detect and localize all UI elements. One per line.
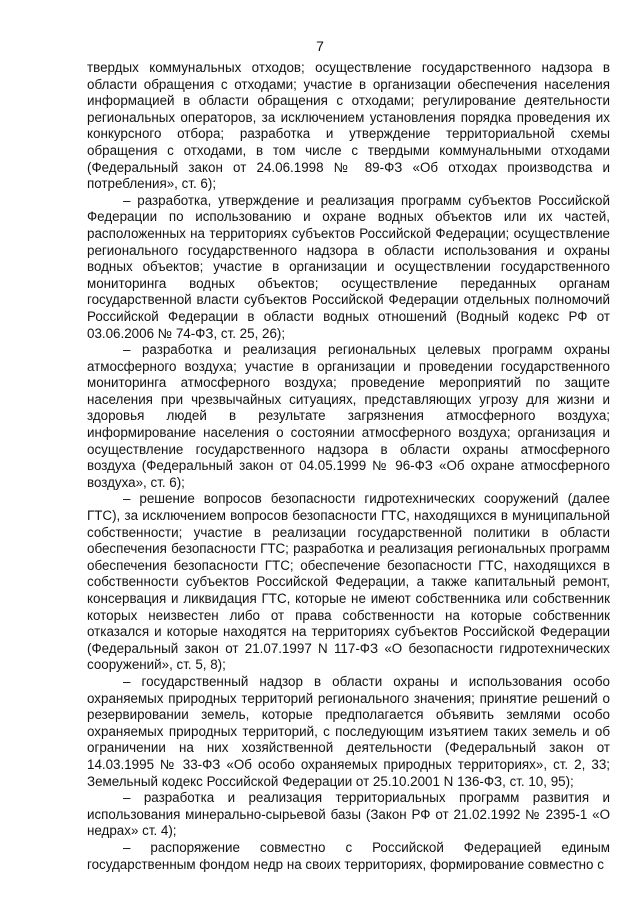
document-body [87,60,610,873]
page-number: 7 [316,38,324,54]
paragraph-mineral-resources: – разработка и реализация территориальных программ развития и использования минерально-сырьевой базы (Закон РФ от 21.02.1992 № 2395-1 «О недрах» ст. 4); [87,790,610,839]
paragraph-atmospheric-air: – разработка и реализация региональных целевых программ охраны атмосферного воздуха; участие в организации и проведении государственного мониторинга атмосферного воздуха; проведение мероприятий по защите населения при чрезвычайных ситуациях, представляющих угрозу для жизни и здоровья людей в результате загрязнения атмосферного воздуха; информирование населения о состоянии атмосферного воздуха; организация и осуществление государственного надзора в области охраны атмосферного воздуха (Федеральный закон от 04.05.1999 № 96-ФЗ «Об охране атмосферного воздуха», ст. 6); [87,342,610,490]
paragraph-hydraulic-structures: – решение вопросов безопасности гидротехнических сооружений (далее ГТС), за исключением вопросов безопасности ГТС, находящихся в муниципальной собственности; участие в реализации государственной политики в области обеспечения безопасности ГТС; разработка и реализация региональных программ обеспечения безопасности ГТС; обеспечение безопасности ГТС, находящихся в собственности субъектов Российской Федерации, а также капитальный ремонт, консервация и ликвидация ГТС, которые не имеют собственника или собственник которых неизвестен либо от права собственности на которые собственник отказался и которые находятся на территориях субъектов Российской Федерации (Федеральный закон от 21.07.1997 N 117-ФЗ «О безопасности гидротехнических сооружений», ст. 5, 8); [87,491,610,673]
paragraph-water-objects: – разработка, утверждение и реализация программ субъектов Российской Федерации по использованию и охране водных объектов или их частей, расположенных на территориях субъектов Российской Федерации; осуществление регионального государственного надзора в области использования и охраны водных объектов; участие в организации и осуществлении государственного мониторинга водных объектов; осуществление переданных органам государственной власти субъектов Российской Федерации отдельных полномочий Российской Федерации в области водных отношений (Водный кодекс РФ от 03.06.2006 № 74-ФЗ, ст. 25, 26); [87,192,610,341]
paragraph-waste-continuation: твердых коммунальных отходов; осуществление государственного надзора в области обращения с отходами; участие в организации обеспечения населения информацией в области обращения с отходами; регулирование деятельности региональных операторов, за исключением установления порядка проведения их конкурсного отбора; разработка и утверждение территориальной схемы обращения с отходами, в том числе с твердыми коммунальными отходами (Федеральный закон от 24.06.1998 № 89-ФЗ «Об отходах производства и потребления», ст. 6); [87,60,610,192]
paragraph-protected-territories: – государственный надзор в области охраны и использования особо охраняемых природных территорий регионального значения; принятие решений о резервировании земель, которые предполагается объявить землями особо охраняемых природных территорий, с последующим изъятием таких земель и об ограничении на них хозяйственной деятельности (Федеральный закон от 14.03.1995 № 33-ФЗ «Об особо охраняемых природных территориях», ст. 2, 33; Земельный кодекс Российской Федерации от 25.10.2001 N 136-ФЗ, ст. 10, 95); [87,673,610,789]
paragraph-subsoil-fund: – распоряжение совместно с Российской Федерацией единым государственным фондом недр на своих территориях, формирование совместно с [87,839,610,872]
